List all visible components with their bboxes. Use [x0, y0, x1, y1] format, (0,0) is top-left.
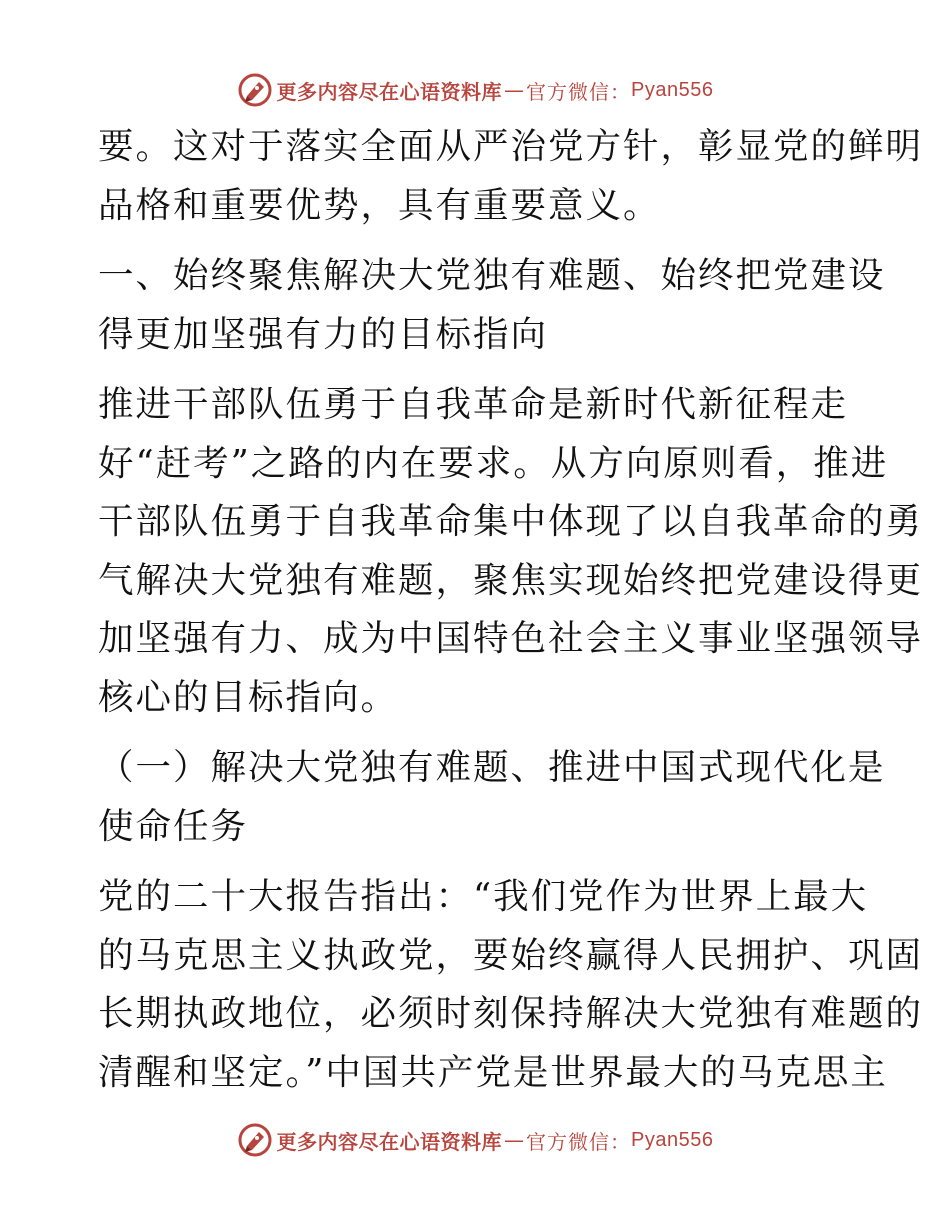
text-line: 气解决大党独有难题，聚焦实现始终把党建设得更 — [98, 559, 924, 601]
text-line: 品格和重要优势，具有重要意义。 — [98, 184, 661, 226]
text-line: 党的二十大报告指出：“我们党作为世界上最大 — [98, 876, 869, 917]
text-line: 好“赶考”之路的内在要求。从方向原则看，推进 — [98, 442, 889, 484]
pen-nib-logo-icon — [237, 1122, 273, 1158]
banner-dash: — — [504, 78, 525, 102]
header-banner — [0, 70, 950, 110]
text-line: 使命任务 — [98, 805, 249, 847]
banner-wechat-id: Pyan556 — [631, 78, 714, 101]
paragraph — [98, 118, 924, 235]
text-line: 推进干部队伍勇于自我革命是新时代新征程走 — [98, 384, 849, 425]
text-line: 的马克思主义执政党，要始终赢得人民拥护、巩固 — [98, 934, 924, 976]
section-heading — [98, 247, 886, 364]
banner-wechat-id: Pyan556 — [631, 1128, 714, 1151]
text-line: （一）解决大党独有难题、推进中国式现代化是 — [98, 747, 886, 788]
text-line: 一、始终聚焦解决大党独有难题、始终把党建设 — [98, 255, 886, 296]
banner-brand-text: 更多内容尽在心语资料库 — [276, 1129, 503, 1154]
text-line: 长期执政地位，必须时刻保持解决大党独有难题的 — [98, 993, 924, 1034]
paragraph — [98, 868, 924, 1102]
subsection-heading — [98, 739, 886, 856]
banner-brand-text: 更多内容尽在心语资料库 — [276, 79, 503, 104]
text-line: 核心的目标指向。 — [98, 676, 399, 718]
document-body — [98, 118, 924, 1102]
paragraph — [98, 376, 924, 727]
text-line: 要。这对于落实全面从严治党方针，彰显党的鲜明 — [98, 126, 924, 167]
text-line: 得更加坚强有力的目标指向 — [98, 313, 549, 355]
text-line: 干部队伍勇于自我革命集中体现了以自我革命的勇 — [98, 501, 924, 542]
banner-wechat-label: 官方微信： — [526, 79, 632, 104]
pen-nib-logo-icon — [237, 72, 273, 108]
text-line: 清醒和坚定。”中国共产党是世界最大的马克思主 — [98, 1051, 888, 1093]
text-line: 加坚强有力、成为中国特色社会主义事业坚强领导 — [98, 618, 924, 659]
banner-wechat-label: 官方微信： — [526, 1129, 632, 1154]
footer-banner — [0, 1120, 950, 1160]
banner-dash: — — [504, 1128, 525, 1152]
